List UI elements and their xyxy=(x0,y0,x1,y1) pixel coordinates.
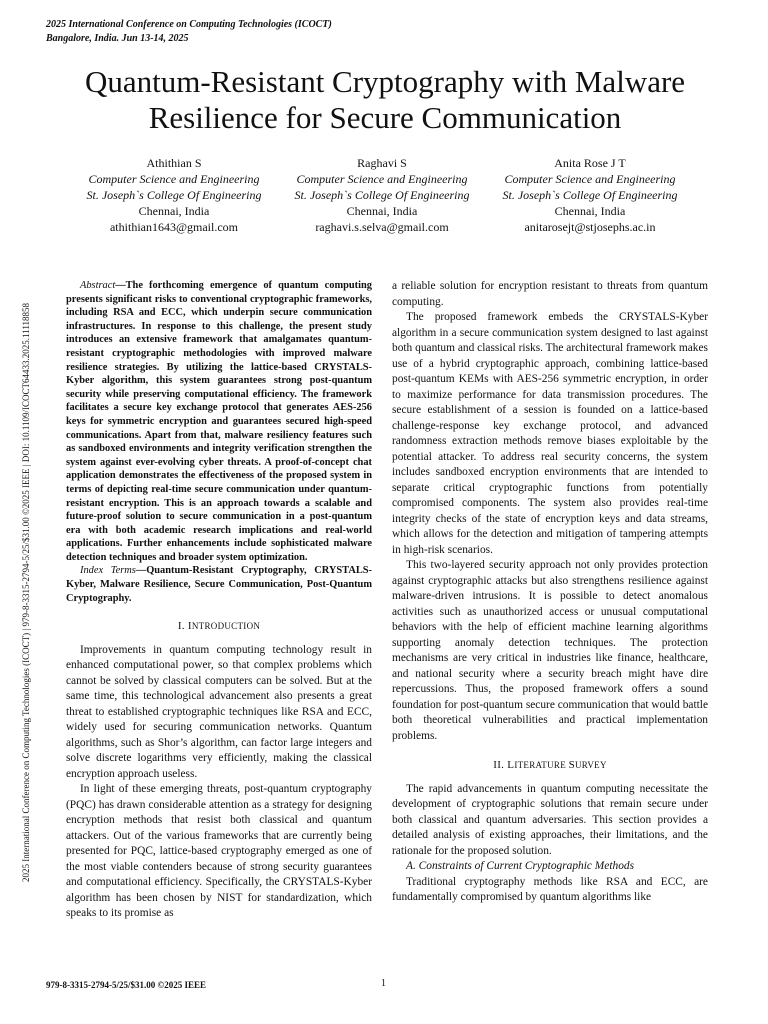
section-title-rest-2: URVEY xyxy=(574,760,607,770)
intro-paragraph-4: This two-layered security approach not only provides protection against cryptographic attacks but also strengthens resilience against malware-driven intrusions. It is possible to detect anomalous activities such as unauthorized access or unusual computational behaviors with the help of efficient machine learning algorithms supporting anomaly detection techniques. The protection mechanisms are very critical in industries like finance, healthcare, and national security where a security breach might have dire repercussions. Thus, the proposed framework offers a sound foundation for post-quantum secure communication that would battle both theoretical vulnerabilities and practical implementation problems. xyxy=(392,559,709,742)
index-terms-label: Index Terms xyxy=(80,565,136,577)
author-city: Chennai, India xyxy=(346,204,418,218)
right-column xyxy=(392,279,708,906)
section-title-rest: ITERATURE xyxy=(514,760,569,770)
author-email: raghavi.s.selva@gmail.com xyxy=(315,220,449,234)
section-title-rest: NTRODUCTION xyxy=(191,621,261,632)
left-column xyxy=(66,279,372,922)
author-dept: Computer Science and Engineering xyxy=(296,172,468,186)
author-block-2 xyxy=(272,155,492,235)
author-college: St. Joseph`s College Of Engineering xyxy=(502,188,678,202)
author-city: Chennai, India xyxy=(138,204,210,218)
author-name: Athithian S xyxy=(146,156,202,170)
section-title-initial: I xyxy=(187,620,192,633)
conference-name: 2025 International Conference on Computing Technologies (ICOCT) xyxy=(46,19,332,30)
author-college: St. Joseph`s College Of Engineering xyxy=(86,188,262,202)
section-title-initial: L xyxy=(507,759,515,771)
author-name: Raghavi S xyxy=(357,156,407,170)
section-number: I. xyxy=(177,620,185,633)
page-number: 1 xyxy=(381,978,386,989)
footer-isbn: 979-8-3315-2794-5/25/$31.00 ©2025 IEEE xyxy=(46,980,206,990)
author-name: Anita Rose J T xyxy=(554,156,626,170)
abstract-label: Abstract xyxy=(80,280,116,291)
subsection-heading: A. Constraints of Current Cryptographic Methods xyxy=(406,860,635,872)
author-city: Chennai, India xyxy=(554,204,626,218)
intro-paragraph-1: Improvements in quantum computing technology result in enhanced computational power, so that complex problems which cannot be solved by classical computers can be solved. But at the same time, this technological advancement also presents a great threat to established cryptographic techniques like RSA and ECC, widely used for securing communication networks. Quantum algorithms, such as Shor’s algorithm, can factor large integers and solve discrete logarithms very efficiently, making the classical encryption approach useless. xyxy=(66,643,372,780)
author-dept: Computer Science and Engineering xyxy=(88,172,260,186)
section-title-initial-2: S xyxy=(568,759,575,771)
author-college: St. Joseph`s College Of Engineering xyxy=(294,188,470,202)
author-dept: Computer Science and Engineering xyxy=(504,172,676,186)
doi-sidebar: 2025 International Conference on Computing Technologies (ICOCT) | 979-8-3315-2794-5/25/$31.00 ©2025 IEEE | DOI: 10.1109/ICOCT64433.2025.11118858 xyxy=(21,303,31,882)
conference-location-date: Bangalore, India. Jun 13-14, 2025 xyxy=(46,33,189,44)
author-block-3 xyxy=(480,155,700,235)
index-terms xyxy=(66,564,372,605)
author-email: athithian1643@gmail.com xyxy=(109,220,239,234)
intro-paragraph-3: The proposed framework embeds the CRYSTALS-Kyber algorithm in a secure communication system designed to last against both quantum and classical risks. The architectural framework makes use of a hybrid cryptographic approach, combining lattice-based post-quantum KEMs with AES-256 symmetric encryption, in order to maximize performance for data transmission procedures. The secure establishment of a session is founded on a lattice-based challenge-response key exchange protocol, and advanced randomness extraction methods remove biases exploitable by the potential attacker. To address real security concerns, the system includes sandboxed encryption environments that are intended to separate critical cryptographic functions from potentially compromised components. The system also provides real-time integrity checks of the state of encryption keys and data streams, which allows for the detection and mitigation of tampering attempts in high-risk scenarios. xyxy=(392,311,708,556)
author-email: anitarosejt@stjosephs.ac.in xyxy=(524,220,656,234)
abstract-text: —The forthcoming emergence of quantum computing presents significant risks to conventional cryptographic frameworks, including RSA and ECC, which underpin secure communication infrastructures. In response to this challenge, the present study introduces an extensive framework that amalgamates quantum-resistant cryptographic methodologies with improved malware resilience strategies. By utilizing the lattice-based CRYSTALS-Kyber algorithm, this system guarantees strong post-quantum security while preserving computational efficiency. The framework facilitates a secure key exchange protocol that generates AES-256 keys for symmetric encryption and guarantees secured high-speed communications. Apart from that, malware resiliency features such as sandboxed environments and integrity verification strengthen the system against ever-evolving cyber threats. A proof-of-concept chat application demonstrates the effectiveness of the proposed system in terms of depicting real-time secure communication under quantum-resistant encryption. This is an approach towards a scalable and future-proof solution to secure communication in a post-quantum era with both academic research implications and real-world applications. Further enhancements include sophisticated malware detection techniques and broader system optimization. xyxy=(66,280,372,563)
section-heading-introduction xyxy=(66,619,372,635)
literature-paragraph: The rapid advancements in quantum computing necessitate the development of cryptographic solutions that remain secure under both classical and quantum adversaries. This section provides a detailed analysis of existing approaches, their limitations, and the rationale for the proposed solution. xyxy=(392,782,708,857)
section-number: II. xyxy=(493,759,505,771)
abstract xyxy=(66,279,372,564)
paper-title: Quantum-Resistant Cryptography with Malware Resilience for Secure Communication xyxy=(84,64,686,135)
author-block-1 xyxy=(64,155,284,235)
index-terms-text: —Quantum-Resistant Cryptography, CRYSTALS-Kyber, Malware Resilience, Secure Communication, Post-Quantum Cryptography. xyxy=(66,565,373,604)
subsection-paragraph: Traditional cryptography methods like RSA and ECC, are fundamentally compromised by quantum algorithms like xyxy=(392,875,708,903)
section-heading-literature-survey xyxy=(392,758,708,774)
intro-continuation: a reliable solution for encryption resistant to threats from quantum computing. xyxy=(392,280,708,308)
intro-paragraph-2: In light of these emerging threats, post-quantum cryptography (PQC) has drawn considerable attention as a strategy for designing encryption methods that resist both classical and quantum attackers. Out of the various frameworks that are currently being presented for PQC, lattice-based cryptography emerged as one of the most viable contenders because of strong security guarantees and computational efficiency. Specifically, the CRYSTALS-Kyber algorithm has been chosen by NIST for standardization, which speaks to its promise as xyxy=(66,783,372,920)
conference-header xyxy=(46,18,332,46)
